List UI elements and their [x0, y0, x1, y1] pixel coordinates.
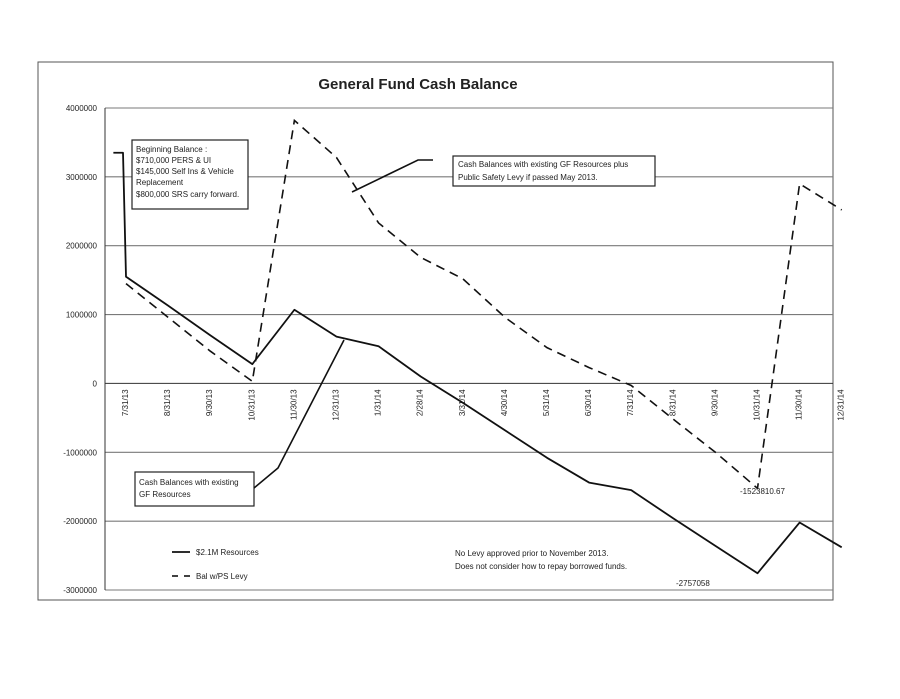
data-point-bal-ps-levy — [714, 451, 716, 453]
beginning-balance-line-4: Replacement — [136, 178, 184, 187]
footnote-line-2: Does not consider how to repay borrowed funds. — [455, 562, 628, 571]
value-label-dash-minimum: -1523810.67 — [740, 487, 785, 496]
series-line-2-1m-resources — [113, 153, 841, 574]
data-point-2-1m-resources — [462, 402, 464, 404]
footnote-line-1: No Levy approved prior to November 2013. — [455, 549, 609, 558]
x-tick-label: 6/30/14 — [584, 389, 594, 417]
x-tick-label: 11/30/14 — [794, 389, 804, 420]
data-point-2-1m-resources — [672, 517, 674, 519]
beginning-balance-line-1: Beginning Balance : — [136, 145, 208, 154]
levy-callout-line-2: Public Safety Levy if passed May 2013. — [458, 173, 598, 182]
data-point-2-1m-resources — [630, 489, 632, 491]
data-point-bal-ps-levy — [378, 222, 380, 224]
data-point-bal-ps-levy — [209, 350, 211, 352]
existing-callout-line-1: Cash Balances with existing — [139, 478, 239, 487]
data-point-2-1m-resources — [167, 305, 169, 307]
data-point-bal-ps-levy — [546, 347, 548, 349]
data-point-2-1m-resources — [293, 309, 295, 311]
data-point-bal-ps-levy — [293, 119, 295, 121]
legend — [172, 548, 259, 581]
legend-dash-label: Bal w/PS Levy — [196, 572, 248, 581]
data-point-2-1m-resources — [841, 546, 843, 548]
data-point-bal-ps-levy — [799, 183, 801, 185]
chart-title: General Fund Cash Balance — [318, 76, 518, 93]
y-tick-label: 0 — [92, 379, 97, 389]
x-tick-label: 7/31/13 — [121, 389, 130, 417]
x-tick-label: 5/31/14 — [542, 389, 551, 417]
data-point-2-1m-resources — [251, 363, 253, 365]
x-tick-label: 3/31/14 — [457, 389, 467, 417]
data-point-bal-ps-levy — [630, 384, 632, 386]
levy-callout-leader — [352, 160, 433, 192]
data-point-2-1m-resources — [209, 334, 211, 336]
x-tick-label: 12/31/14 — [836, 389, 846, 421]
data-point-bal-ps-levy — [504, 316, 506, 318]
data-point-2-1m-resources — [336, 336, 338, 338]
y-tick-label: 4000000 — [65, 104, 97, 113]
legend-solid-label: $2.1M Resources — [196, 548, 259, 557]
x-tick-label: 8/31/13 — [163, 389, 173, 417]
existing-callout-line-2: GF Resources — [139, 490, 191, 499]
data-point-bal-ps-levy — [336, 157, 338, 159]
value-label-solid-minimum: -2757058 — [676, 579, 710, 588]
data-point-bal-ps-levy — [420, 256, 422, 258]
data-point-bal-ps-levy — [588, 367, 590, 369]
existing-callout-leader — [254, 340, 344, 488]
data-point-2-1m-resources — [420, 376, 422, 378]
levy-callout — [352, 156, 655, 192]
data-point-bal-ps-levy — [125, 283, 127, 285]
data-point-2-1m-resources — [378, 345, 380, 347]
x-tick-label: 10/31/14 — [752, 389, 762, 421]
x-tick-label: 8/31/14 — [668, 389, 678, 417]
data-point-2-1m-resources — [504, 429, 506, 431]
data-point-bal-ps-levy — [462, 278, 464, 280]
data-point-2-1m-resources — [757, 572, 759, 574]
data-point-2-1m-resources — [799, 522, 801, 524]
y-tick-label: -1000000 — [63, 448, 97, 458]
beginning-balance-callout — [132, 140, 248, 209]
beginning-balance-line-3: $145,000 Self Ins & Vehicle — [136, 167, 234, 176]
x-tick-label: 11/30/13 — [289, 389, 299, 420]
data-point-bal-ps-levy — [251, 380, 253, 382]
x-tick-label: 9/30/14 — [710, 389, 720, 417]
y-tick-label: 1000000 — [65, 310, 97, 320]
x-tick-label: 4/30/14 — [499, 389, 509, 417]
beginning-balance-line-2: $710,000 PERS & UI — [136, 156, 212, 165]
data-point-bal-ps-levy — [167, 316, 169, 318]
beginning-balance-line-5: $800,000 SRS carry forward. — [136, 190, 240, 199]
data-point-2-1m-resources — [588, 482, 590, 484]
data-point-bal-ps-levy — [672, 418, 674, 420]
x-tick-label: 1/31/14 — [373, 389, 383, 417]
y-tick-label: -3000000 — [63, 586, 97, 595]
x-tick-label: 10/31/13 — [247, 389, 257, 421]
x-tick-label: 9/30/13 — [205, 389, 215, 417]
x-tick-label: 7/31/14 — [626, 389, 636, 417]
data-point-2-1m-resources — [125, 276, 127, 278]
existing-resources-callout — [135, 340, 344, 506]
data-point-2-1m-resources — [546, 457, 548, 459]
data-point-2-1m-resources — [714, 545, 716, 547]
x-tick-label: 12/31/13 — [331, 389, 341, 421]
y-tick-labels — [63, 104, 97, 595]
data-point-bal-ps-levy — [841, 209, 843, 211]
x-tick-label: 2/28/14 — [415, 389, 425, 417]
y-tick-label: 3000000 — [65, 172, 97, 182]
y-tick-label: 2000000 — [65, 241, 97, 251]
y-tick-label: -2000000 — [63, 517, 97, 527]
levy-callout-line-1: Cash Balances with existing GF Resources plus — [458, 160, 629, 169]
